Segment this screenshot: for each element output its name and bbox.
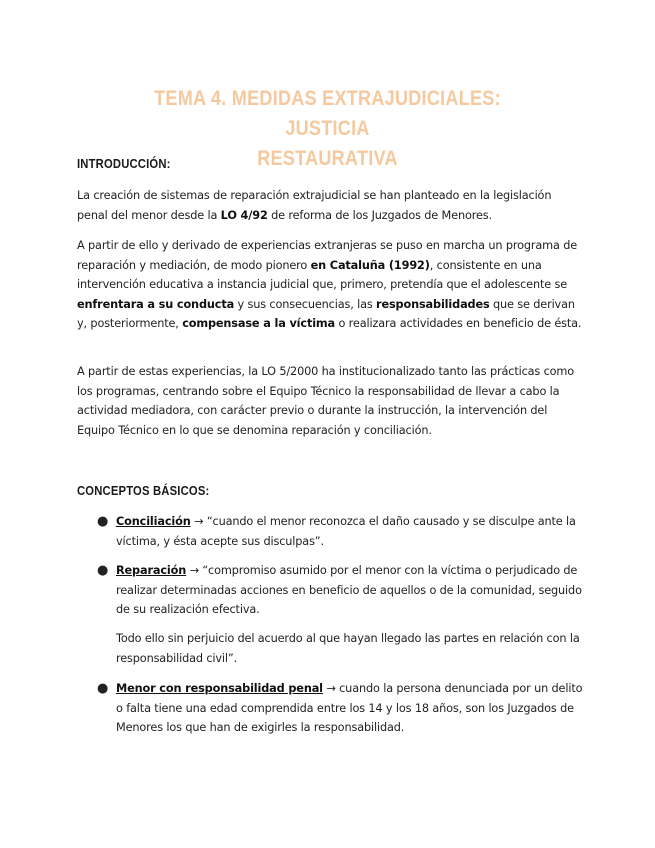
bullet-icon: ● <box>97 514 109 529</box>
bold-text: LO 4/92 <box>220 208 268 222</box>
title-line-2: RESTAURATIVA <box>257 147 398 170</box>
concept-reparacion <box>116 561 584 620</box>
arrow-icon: → <box>186 564 203 577</box>
text-run: de reforma de los Juzgados de Menores. <box>267 208 492 222</box>
term-reparacion: Reparación <box>116 564 187 577</box>
title-line-1: TEMA 4. MEDIDAS EXTRAJUDICIALES: JUSTICIA <box>154 87 501 140</box>
arrow-icon: → <box>190 515 207 528</box>
arrow-icon: → <box>322 682 340 695</box>
intro-paragraph-2 <box>77 236 585 334</box>
concept-reparacion-continuation: Todo ello sin perjuicio del acuerdo al que hayan llegado las partes en relación con la responsabilidad civil”. <box>116 632 580 665</box>
section-heading-introduccion: INTRODUCCIÓN: <box>77 157 171 171</box>
term-conciliacion: Conciliación <box>116 515 191 528</box>
bold-text: compensase a la víctima <box>182 317 336 331</box>
text-run: A partir de ello y derivado de experiencias extranjeras se puso en marcha un programa de reparación y mediación, de modo pionero <box>77 239 578 272</box>
definition-text: cuando la persona denunciada por un delito o falta tiene una edad comprendida entre los 14 y los 18 años, son los Juzgados de Menores los que han de exigirles la responsabilidad. <box>116 682 583 735</box>
text-run: o realizara actividades en beneficio de ésta. <box>335 317 582 331</box>
term-menor-responsabilidad-penal: Menor con responsabilidad penal <box>116 682 323 695</box>
text-run: que se derivan y, posteriormente, <box>77 297 575 331</box>
concept-conciliacion <box>116 512 584 551</box>
section-heading-conceptos: CONCEPTOS BÁSICOS: <box>77 484 210 498</box>
text-run: , consistente en una intervención educativa a instancia judicial que, primero, pretendía que el adolescente se <box>77 258 568 292</box>
bold-text: enfrentara a su conducta <box>77 297 235 311</box>
bold-text: responsabilidades <box>376 297 490 311</box>
bold-text: en Cataluña (1992) <box>310 258 430 272</box>
text-run: y sus consecuencias, las <box>234 297 377 311</box>
definition-text: “compromiso asumido por el menor con la víctima o perjudicado de realizar determinadas acciones en beneficio de aquellos o de la comunidad, seguido de su realización efectiva. <box>116 564 582 617</box>
intro-paragraph-1 <box>77 186 585 225</box>
definition-text: “cuando el menor reconozca el daño causado y se disculpe ante la víctima, y ésta acepte sus disculpas”. <box>116 515 576 548</box>
concept-menor-responsabilidad <box>116 679 584 738</box>
document-title <box>123 84 532 174</box>
text-run: La creación de sistemas de reparación extrajudicial se han planteado en la legislación penal del menor desde la <box>77 189 552 222</box>
intro-paragraph-3: A partir de estas experiencias, la LO 5/2000 ha institucionalizado tanto las prácticas como los programas, centrando sobre el Equipo Técnico la responsabilidad de llevar a cabo la actividad mediadora, con carácter previo o durante la instrucción, la intervención del Equipo Técnico en lo que se denomina reparación y conciliación. <box>77 365 575 437</box>
bullet-icon: ● <box>97 681 109 696</box>
bullet-icon: ● <box>97 563 109 578</box>
